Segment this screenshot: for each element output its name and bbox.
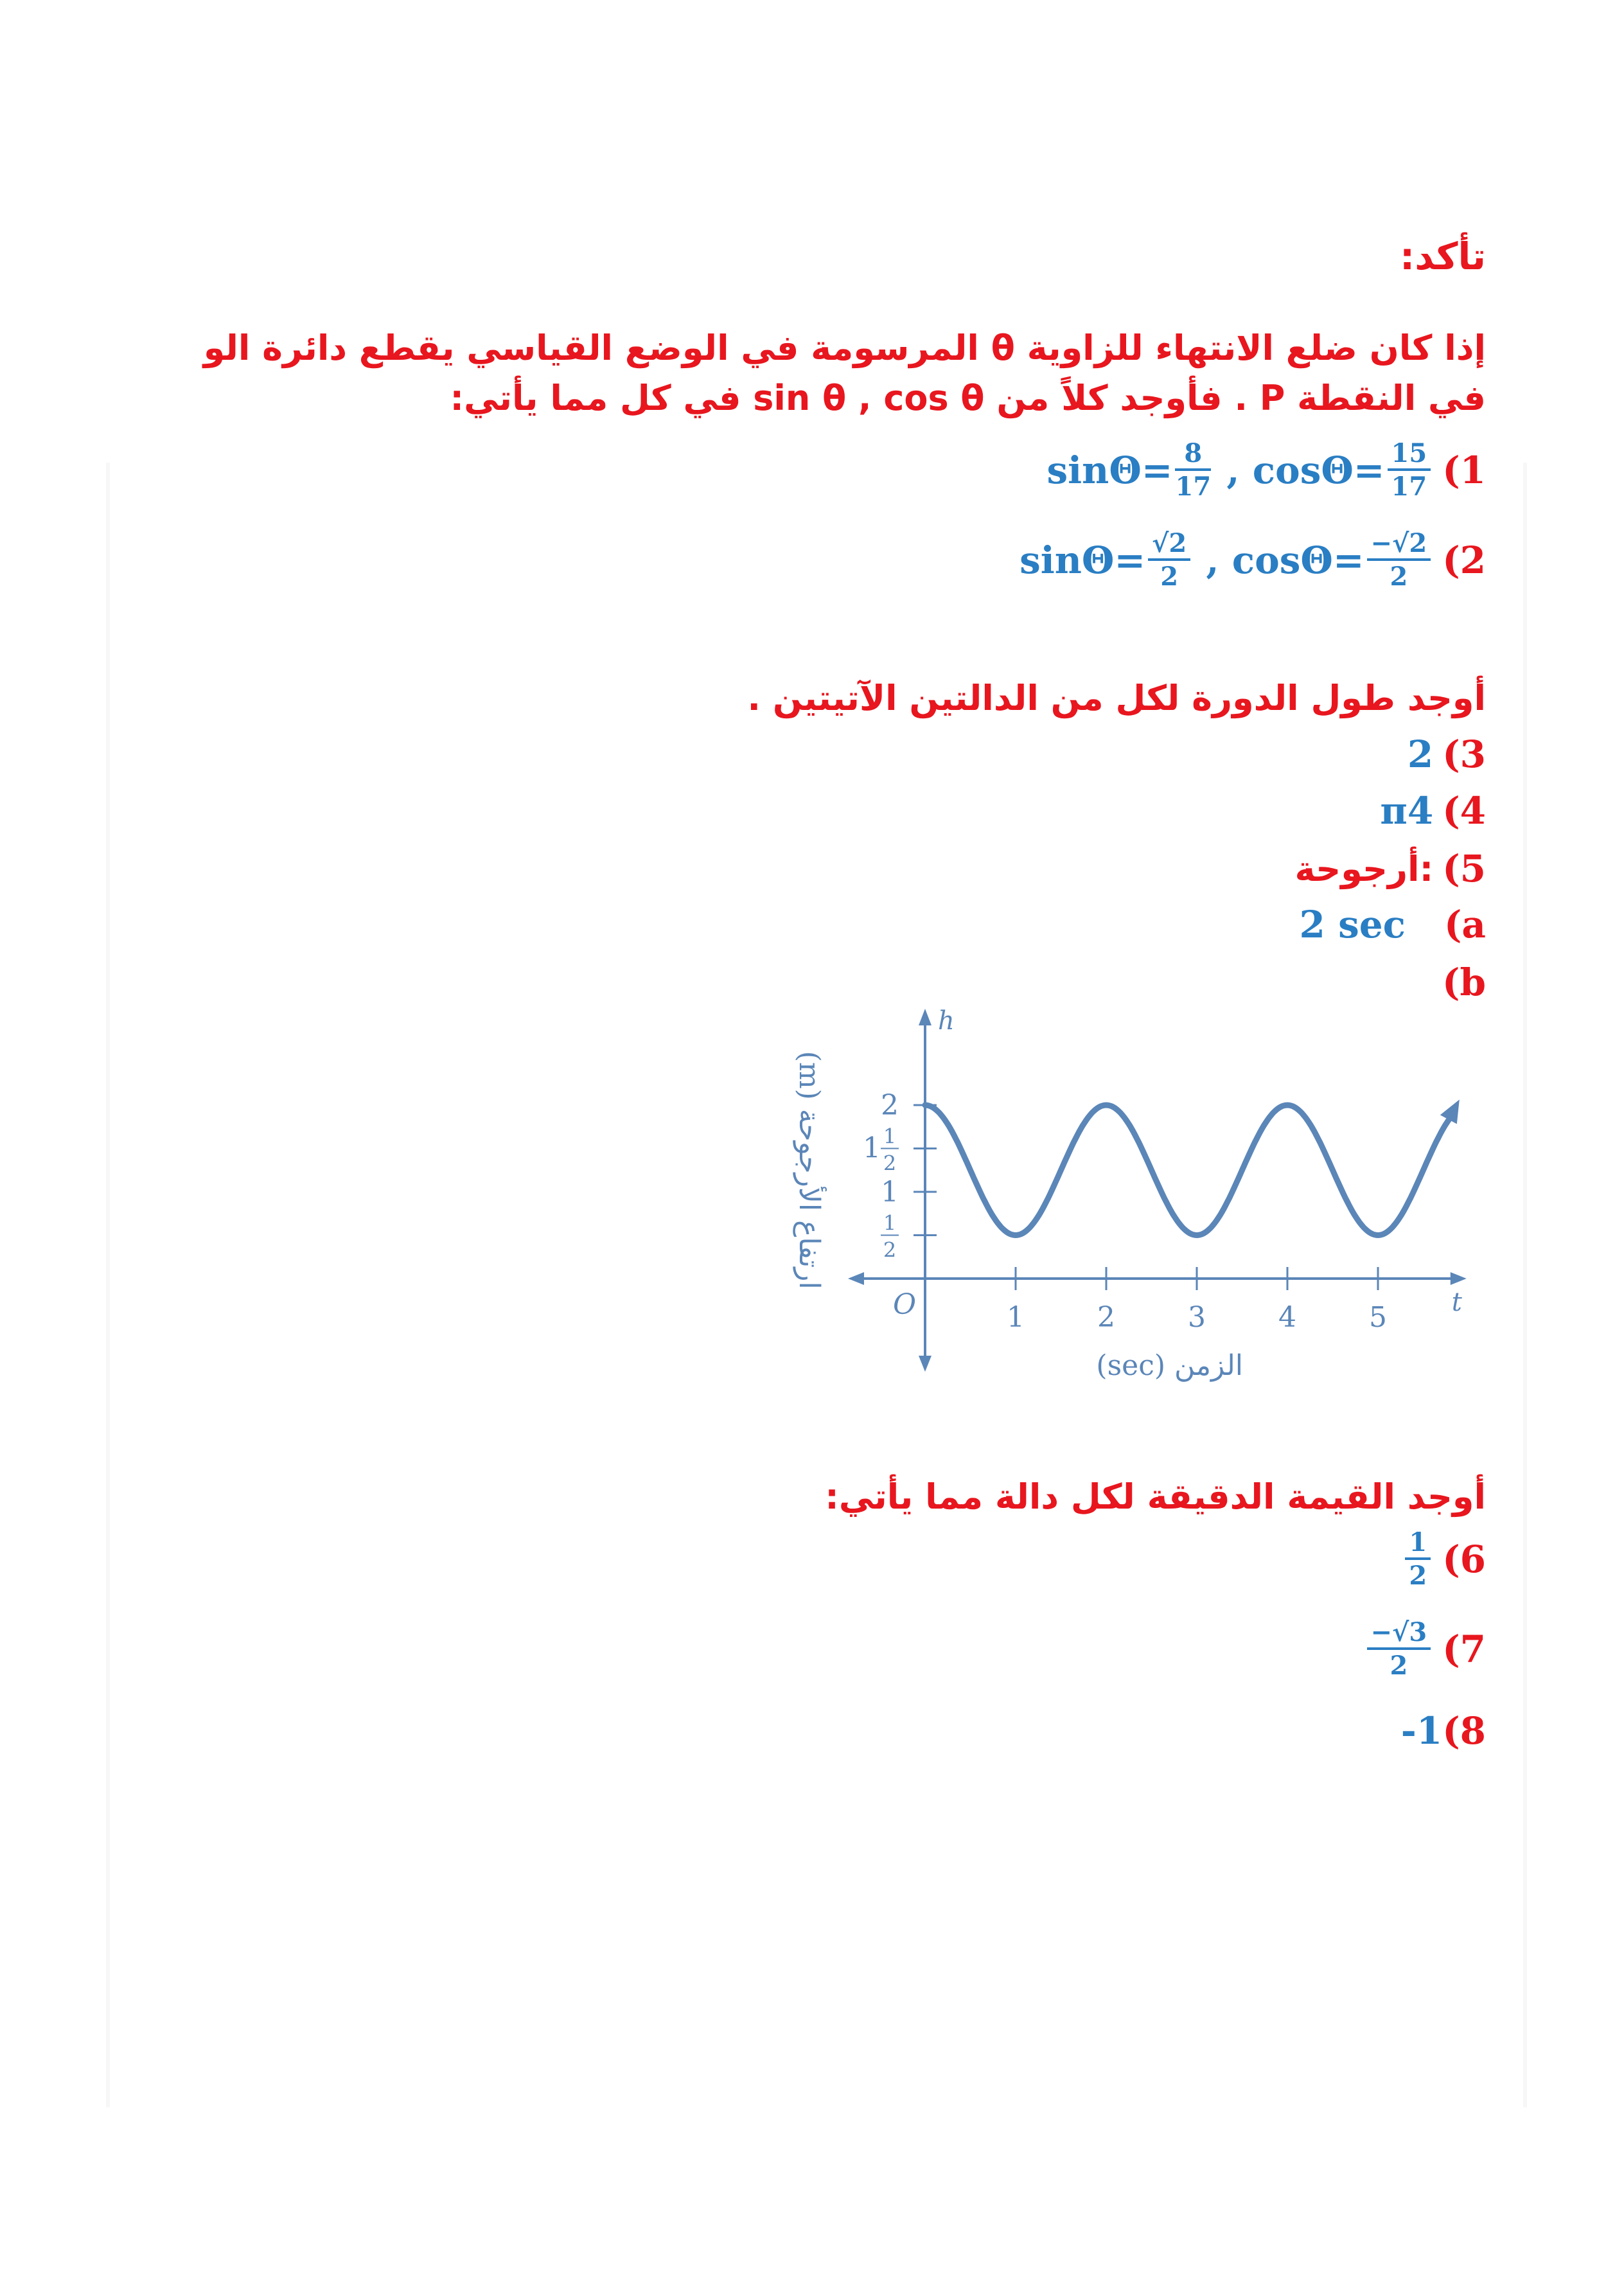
y-tick-label: 2 — [883, 1237, 897, 1263]
y-axis-arrow-down — [919, 1356, 931, 1372]
answer-6: $\frac{1}{2}$ (6 — [1402, 1529, 1486, 1590]
answer-2-cos: cosΘ= — [1231, 538, 1364, 582]
answer-2: sinΘ= $\frac{√2}{2}$ , cosΘ= $\frac{-√2}{2}$ (2 — [1019, 528, 1486, 592]
x-tick-label: 3 — [1188, 1301, 1206, 1334]
answer-5a: 2 sec (a — [1299, 903, 1486, 946]
answer-2-sin: sinΘ= — [1019, 538, 1146, 582]
x-axis-arrow-left — [848, 1272, 864, 1285]
swing-height-chart — [761, 1002, 1478, 1439]
answer-1-label: (1 — [1442, 448, 1486, 492]
answer-7: $\frac{-√3}{2}$ (7 — [1364, 1619, 1486, 1679]
y-tick-label: 2 — [881, 1089, 899, 1122]
x-tick-label: 4 — [1278, 1301, 1296, 1334]
question-1-line-1: إذا كان ضلع الانتهاء للزاوية θ المرسومة في الوضع القياسي يقطع دائرة الو — [203, 328, 1486, 368]
x-axis-arrow — [1451, 1272, 1467, 1285]
answer-8: -1 (8 — [1400, 1709, 1486, 1753]
answer-2-sin-fraction: $\frac{√2}{2}$ — [1148, 530, 1190, 590]
y-tick-label: 1 — [863, 1131, 881, 1165]
answer-2-cos-fraction: $\frac{-√2}{2}$ — [1367, 530, 1431, 590]
x-tick-label: 1 — [1007, 1301, 1025, 1334]
answer-2-label: (2 — [1442, 538, 1486, 582]
question-1-line-2: في النقطة P . فأوجد كلاً من sin θ , cos θ في كل مما يأتي: — [450, 378, 1486, 418]
question-3: أوجد القيمة الدقيقة لكل دالة مما يأتي: — [825, 1476, 1486, 1517]
x-axis-label: الزمن (sec) — [1096, 1349, 1243, 1382]
answer-3: 2 (3 — [1407, 732, 1486, 776]
y-tick-label: 1 — [883, 1124, 897, 1149]
answer-5b: (b — [1442, 961, 1486, 1004]
answer-1-sin: sinΘ= — [1046, 448, 1173, 492]
series-swing-height — [925, 1105, 1451, 1236]
y-axis-arrow — [919, 1009, 931, 1025]
origin-label: O — [892, 1288, 917, 1321]
x-tick-label: 2 — [1097, 1301, 1115, 1334]
answer-4: π4 (4 — [1380, 789, 1486, 833]
y-axis-name: h — [938, 1006, 955, 1036]
x-tick-label: 5 — [1369, 1301, 1387, 1334]
answer-1-cos-fraction: $\frac{15}{17}$ — [1388, 440, 1431, 501]
question-2: أوجد طول الدورة لكل من الدالتين الآتيتين . — [747, 678, 1486, 718]
answer-1: sinΘ= $\frac{8}{17}$ , cosΘ= $\frac{15}{17}$ (1 — [1046, 438, 1486, 502]
y-tick-label: 1 — [883, 1210, 897, 1236]
y-axis-label: ارتفاع الأرجوحة (m) — [793, 1050, 825, 1289]
answer-1-sin-fraction: $\frac{8}{17}$ — [1175, 438, 1212, 502]
answer-5: أرجوحة: (5 — [1294, 847, 1486, 891]
x-axis-name: t — [1451, 1288, 1462, 1317]
chart-svg — [761, 1002, 1478, 1439]
section-heading: تأكد: — [1400, 235, 1486, 278]
answer-1-cos: cosΘ= — [1252, 448, 1385, 492]
y-tick-label: 1 — [881, 1176, 899, 1209]
y-tick-label: 2 — [883, 1151, 897, 1176]
